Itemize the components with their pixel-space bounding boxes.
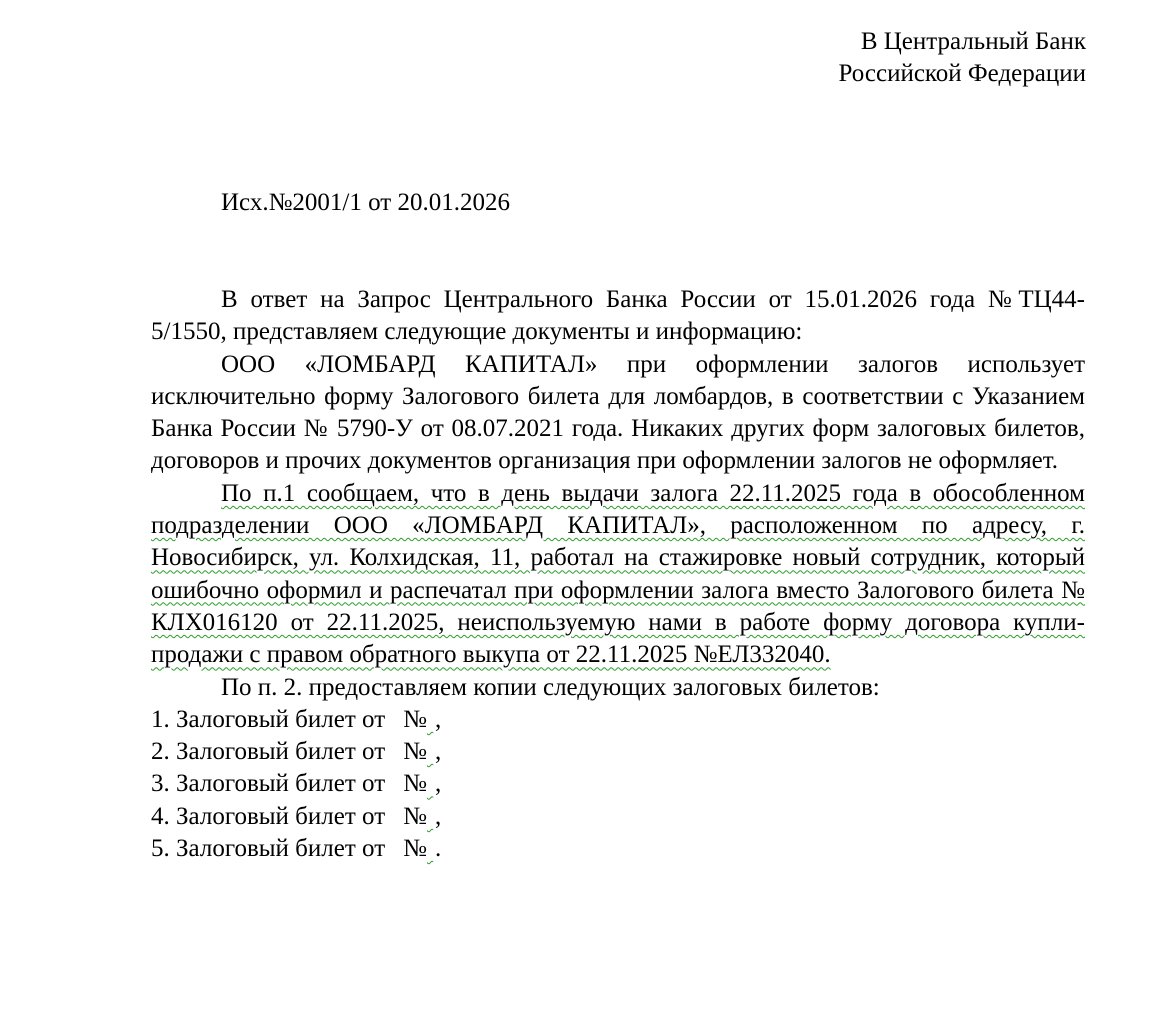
blank-field xyxy=(427,768,435,800)
list-item xyxy=(151,736,1085,768)
number-sign: № xyxy=(403,738,427,766)
list-item-prefix: 3. Залоговый билет от xyxy=(151,770,386,798)
list-item-prefix: 1. Залоговый билет от xyxy=(151,705,386,733)
blank-field xyxy=(427,833,435,865)
addressee-line-1: В Центральный Банк xyxy=(860,28,1086,55)
addressee-block xyxy=(838,26,1086,90)
pledge-ticket-list xyxy=(151,704,1085,865)
paragraph-request-response: В ответ на Запрос Центрального Банка России от 15.01.2026 года №ТЦ44-5/1550, представляем следующие документы и информацию: xyxy=(151,286,1085,346)
paragraph-item-1-text: По п.1 сообщаем, что в день выдачи залога 22.11.2025 года в обособленном подразделении ООО «ЛОМБАРД КАПИТАЛ», расположенном по адресу, г. Новосибирск, ул. Колхидская, 11, работал на стажировке новый сотрудник, который ошибочно оформил и распечатал при оформлении залога вместо Залогового билета № КЛХ016120 от 22.11.2025, неиспользуемую нами в работе форму договора купли-продажи с правом обратного выкупа от 22.11.2025 №ЕЛ332040. xyxy=(151,479,1085,669)
addressee-line-2: Российской Федерации xyxy=(838,60,1086,87)
blank-field xyxy=(427,736,435,768)
number-sign: № xyxy=(403,835,427,863)
letter-body xyxy=(151,284,1085,865)
list-item-end: , xyxy=(434,802,442,830)
list-item xyxy=(151,833,1085,865)
outgoing-reference: Исх.№2001/1 от 20.01.2026 xyxy=(221,189,510,216)
list-item xyxy=(151,801,1085,833)
list-item-prefix: 2. Залоговый билет от xyxy=(151,738,386,766)
number-sign: № xyxy=(403,802,427,830)
list-item-prefix: 5. Залоговый билет от xyxy=(151,835,386,863)
list-item-end: , xyxy=(434,770,442,798)
list-item xyxy=(151,704,1085,736)
paragraph-pledge-form: ООО «ЛОМБАРД КАПИТАЛ» при оформлении залогов использует исключительно форму Залогового билета для ломбардов, в соответствии с Указанием Банка России № 5790-У от 08.07.2021 года. Никаких других форм залоговых билетов, договоров и прочих документов организация при оформлении залогов не оформляет. xyxy=(151,350,1085,475)
number-sign: № xyxy=(403,705,427,733)
paragraph-item-1 xyxy=(151,478,1085,672)
list-item-end: , xyxy=(434,738,442,766)
list-item-prefix: 4. Залоговый билет от xyxy=(151,802,386,830)
number-sign: № xyxy=(403,770,427,798)
blank-field xyxy=(427,704,435,736)
blank-field xyxy=(427,801,435,833)
list-item xyxy=(151,768,1085,800)
paragraph-item-2: По п. 2. предоставляем копии следующих залоговых билетов: xyxy=(221,673,880,701)
list-item-end: . xyxy=(434,835,442,863)
list-item-end: , xyxy=(434,705,442,733)
